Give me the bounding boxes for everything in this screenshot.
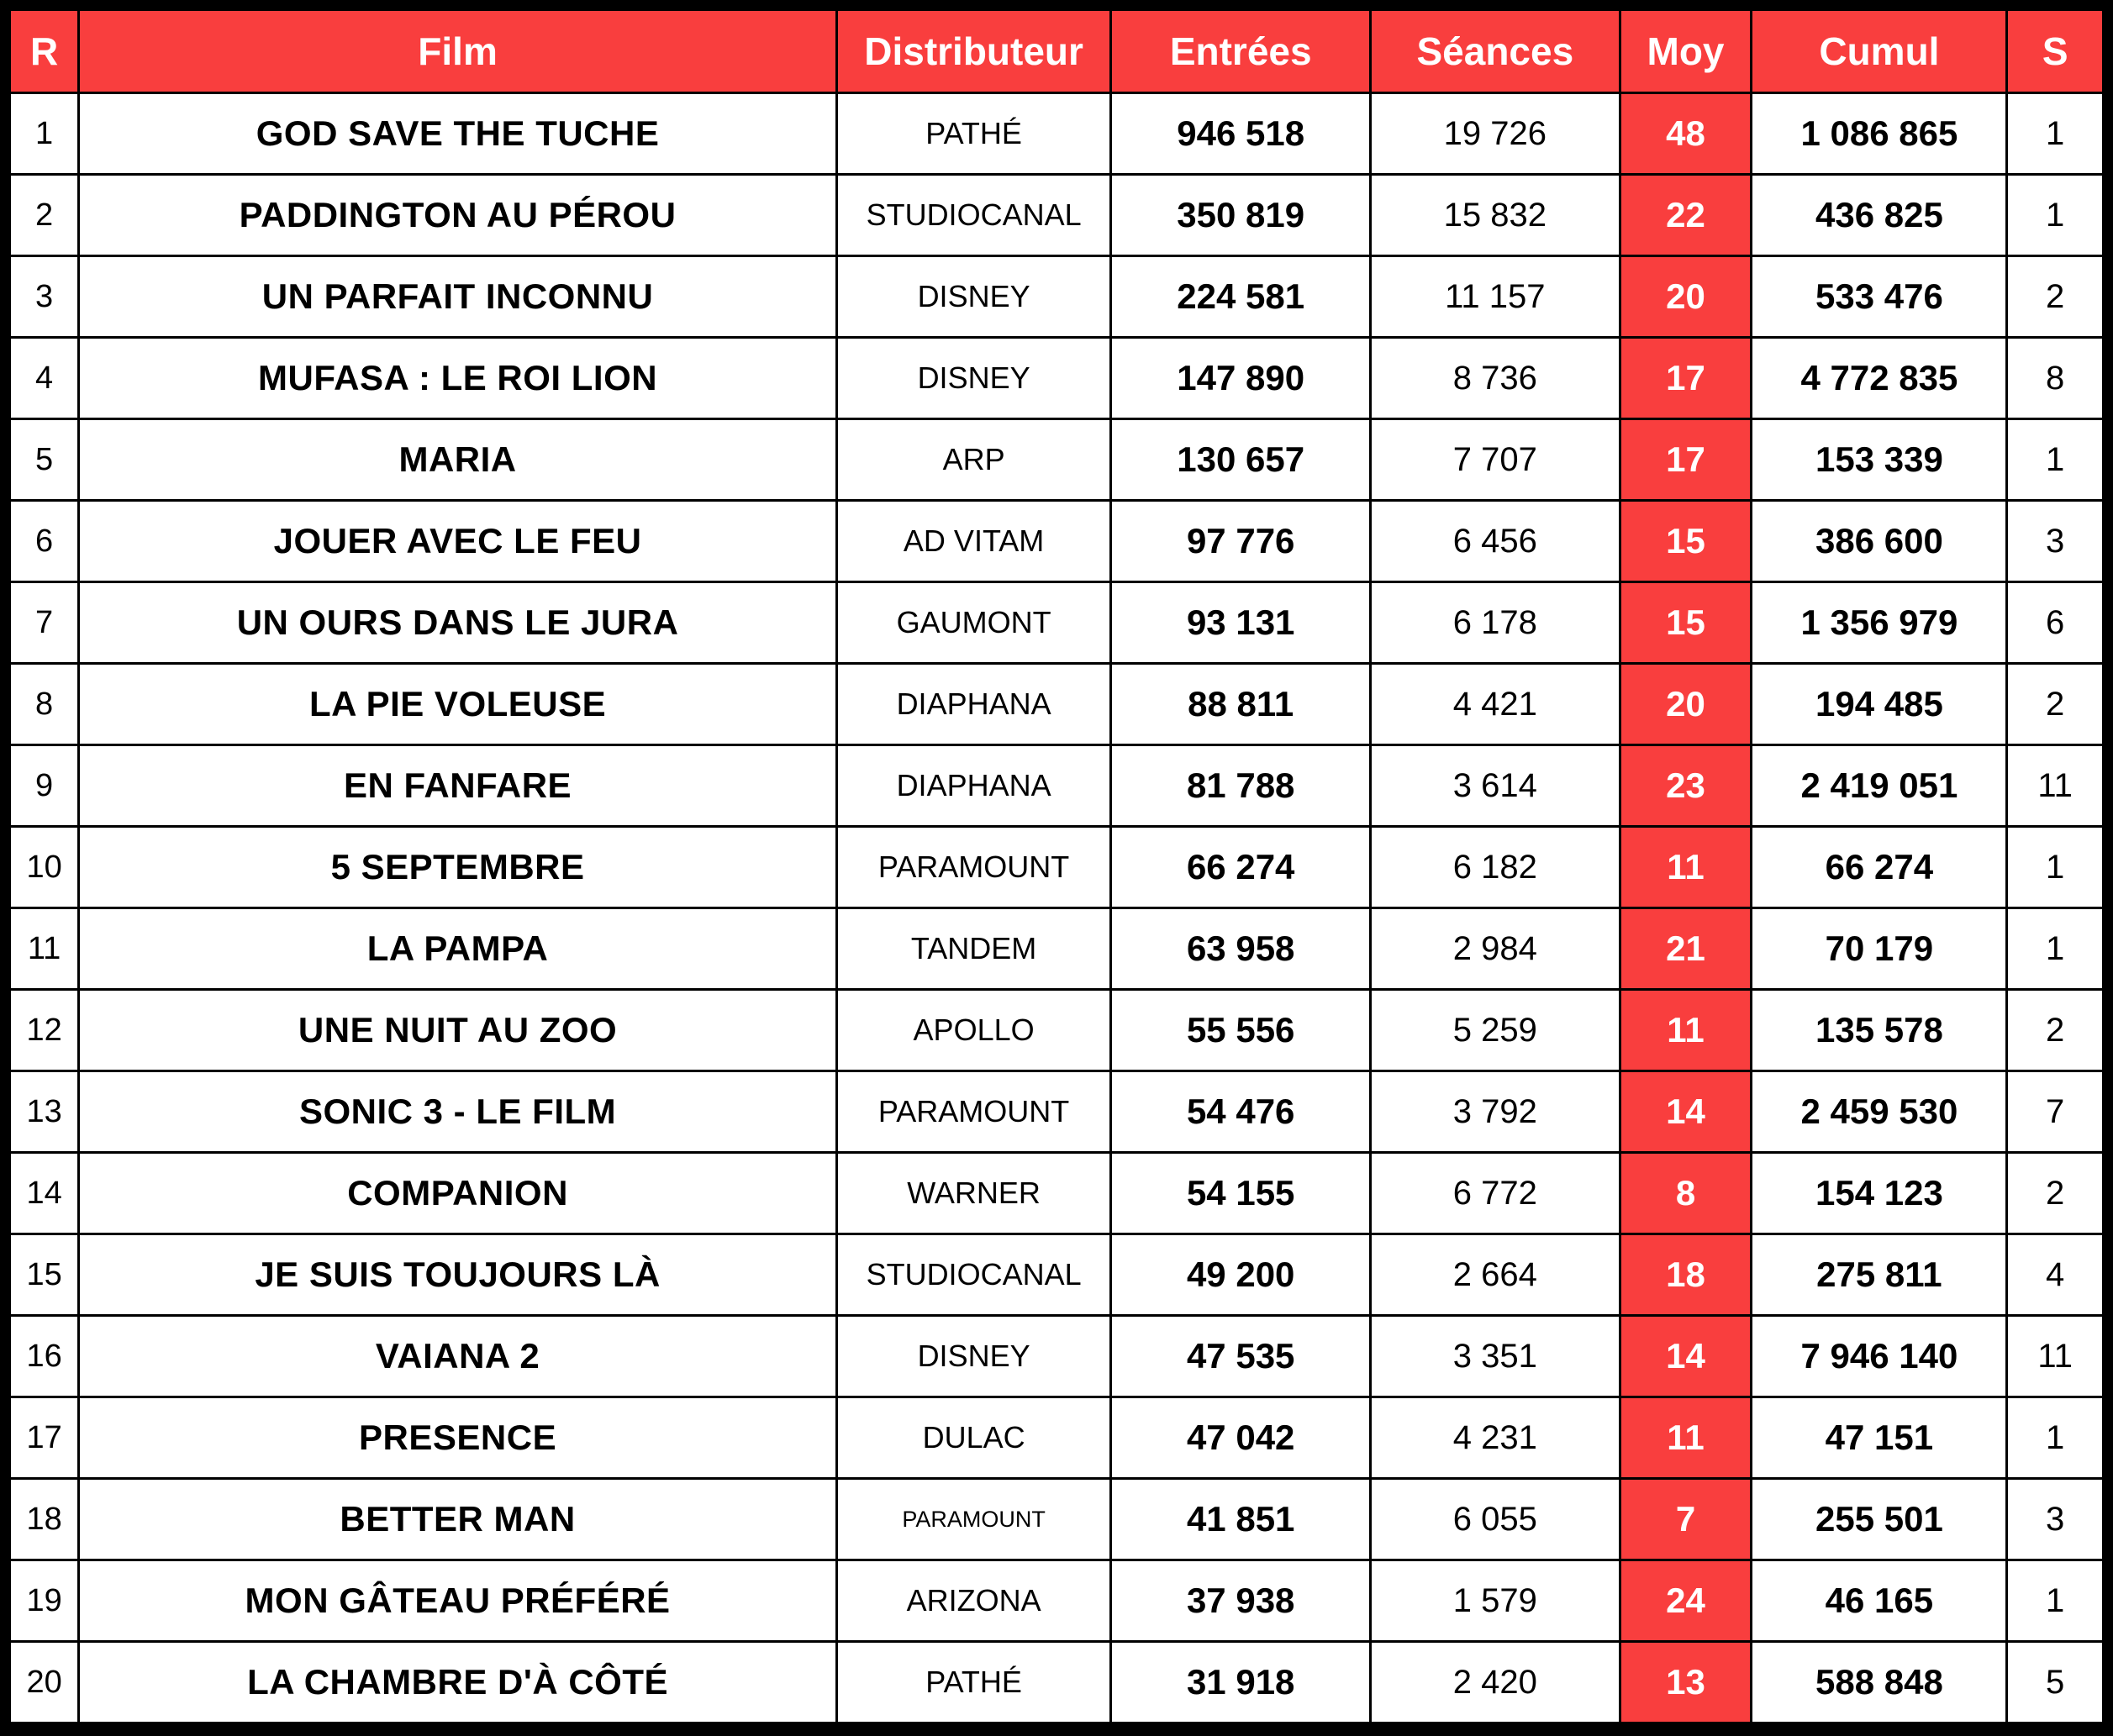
header-weeks: S (2007, 10, 2104, 93)
table-row (10, 1479, 2104, 1560)
weeks-cell: 1 (2007, 93, 2104, 175)
film-cell: MUFASA : LE ROI LION (79, 338, 837, 419)
distributor-cell: APOLLO (836, 990, 1110, 1071)
weeks-cell: 3 (2007, 501, 2104, 582)
cumulative-cell: 1 086 865 (1752, 93, 2007, 175)
average-cell: 20 (1620, 256, 1752, 338)
table-row (10, 93, 2104, 175)
average-cell: 15 (1620, 501, 1752, 582)
cumulative-cell: 7 946 140 (1752, 1316, 2007, 1397)
cumulative-cell: 47 151 (1752, 1397, 2007, 1479)
cumulative-cell: 386 600 (1752, 501, 2007, 582)
distributor-cell: DIAPHANA (836, 664, 1110, 745)
screenings-cell: 8 736 (1371, 338, 1620, 419)
film-cell: VAIANA 2 (79, 1316, 837, 1397)
film-cell: PADDINGTON AU PÉROU (79, 175, 837, 256)
header-average: Moy (1620, 10, 1752, 93)
admissions-cell: 54 155 (1111, 1153, 1371, 1234)
cumulative-cell: 255 501 (1752, 1479, 2007, 1560)
table-row (10, 745, 2104, 827)
screenings-cell: 3 792 (1371, 1071, 1620, 1153)
average-cell: 14 (1620, 1316, 1752, 1397)
rank-cell: 4 (10, 338, 79, 419)
rank-cell: 8 (10, 664, 79, 745)
distributor-cell: DULAC (836, 1397, 1110, 1479)
film-cell: LA CHAMBRE D'À CÔTÉ (79, 1642, 837, 1723)
admissions-cell: 946 518 (1111, 93, 1371, 175)
average-cell: 23 (1620, 745, 1752, 827)
rank-cell: 6 (10, 501, 79, 582)
film-cell: PRESENCE (79, 1397, 837, 1479)
screenings-cell: 2 984 (1371, 908, 1620, 990)
weeks-cell: 3 (2007, 1479, 2104, 1560)
screenings-cell: 3 351 (1371, 1316, 1620, 1397)
distributor-cell: PARAMOUNT (836, 1071, 1110, 1153)
cumulative-cell: 154 123 (1752, 1153, 2007, 1234)
screenings-cell: 15 832 (1371, 175, 1620, 256)
cumulative-cell: 436 825 (1752, 175, 2007, 256)
admissions-cell: 81 788 (1111, 745, 1371, 827)
header-admissions: Entrées (1111, 10, 1371, 93)
weeks-cell: 8 (2007, 338, 2104, 419)
weeks-cell: 2 (2007, 1153, 2104, 1234)
rank-cell: 1 (10, 93, 79, 175)
film-cell: UN OURS DANS LE JURA (79, 582, 837, 664)
film-cell: UN PARFAIT INCONNU (79, 256, 837, 338)
average-cell: 48 (1620, 93, 1752, 175)
distributor-cell: STUDIOCANAL (836, 175, 1110, 256)
distributor-cell: PARAMOUNT (836, 1479, 1110, 1560)
rank-cell: 13 (10, 1071, 79, 1153)
cumulative-cell: 66 274 (1752, 827, 2007, 908)
header-film: Film (79, 10, 837, 93)
table-row (10, 256, 2104, 338)
rank-cell: 18 (10, 1479, 79, 1560)
table-row (10, 1560, 2104, 1642)
box-office-table (8, 8, 2105, 1724)
weeks-cell: 7 (2007, 1071, 2104, 1153)
distributor-cell: DISNEY (836, 256, 1110, 338)
screenings-cell: 2 420 (1371, 1642, 1620, 1723)
screenings-cell: 5 259 (1371, 990, 1620, 1071)
cumulative-cell: 588 848 (1752, 1642, 2007, 1723)
distributor-cell: WARNER (836, 1153, 1110, 1234)
distributor-cell: PATHÉ (836, 1642, 1110, 1723)
table-row (10, 908, 2104, 990)
film-cell: BETTER MAN (79, 1479, 837, 1560)
film-cell: JE SUIS TOUJOURS LÀ (79, 1234, 837, 1316)
admissions-cell: 63 958 (1111, 908, 1371, 990)
table-row (10, 419, 2104, 501)
film-cell: SONIC 3 - LE FILM (79, 1071, 837, 1153)
weeks-cell: 1 (2007, 419, 2104, 501)
table-row (10, 501, 2104, 582)
cumulative-cell: 4 772 835 (1752, 338, 2007, 419)
table-row (10, 175, 2104, 256)
distributor-cell: DISNEY (836, 1316, 1110, 1397)
table-row (10, 1316, 2104, 1397)
distributor-cell: ARIZONA (836, 1560, 1110, 1642)
admissions-cell: 88 811 (1111, 664, 1371, 745)
admissions-cell: 31 918 (1111, 1642, 1371, 1723)
weeks-cell: 1 (2007, 827, 2104, 908)
cumulative-cell: 275 811 (1752, 1234, 2007, 1316)
rank-cell: 14 (10, 1153, 79, 1234)
admissions-cell: 47 535 (1111, 1316, 1371, 1397)
rank-cell: 5 (10, 419, 79, 501)
average-cell: 15 (1620, 582, 1752, 664)
film-cell: LA PAMPA (79, 908, 837, 990)
film-cell: MON GÂTEAU PRÉFÉRÉ (79, 1560, 837, 1642)
weeks-cell: 6 (2007, 582, 2104, 664)
weeks-cell: 1 (2007, 1560, 2104, 1642)
table-row (10, 582, 2104, 664)
table-row (10, 990, 2104, 1071)
screenings-cell: 2 664 (1371, 1234, 1620, 1316)
average-cell: 7 (1620, 1479, 1752, 1560)
film-cell: MARIA (79, 419, 837, 501)
table-row (10, 338, 2104, 419)
average-cell: 21 (1620, 908, 1752, 990)
admissions-cell: 55 556 (1111, 990, 1371, 1071)
table-row (10, 1234, 2104, 1316)
cumulative-cell: 533 476 (1752, 256, 2007, 338)
header-screenings: Séances (1371, 10, 1620, 93)
weeks-cell: 11 (2007, 745, 2104, 827)
screenings-cell: 6 055 (1371, 1479, 1620, 1560)
table-row (10, 827, 2104, 908)
admissions-cell: 47 042 (1111, 1397, 1371, 1479)
rank-cell: 12 (10, 990, 79, 1071)
cumulative-cell: 135 578 (1752, 990, 2007, 1071)
average-cell: 13 (1620, 1642, 1752, 1723)
cumulative-cell: 70 179 (1752, 908, 2007, 990)
distributor-cell: PARAMOUNT (836, 827, 1110, 908)
admissions-cell: 97 776 (1111, 501, 1371, 582)
admissions-cell: 54 476 (1111, 1071, 1371, 1153)
header-row (10, 10, 2104, 93)
admissions-cell: 130 657 (1111, 419, 1371, 501)
screenings-cell: 6 182 (1371, 827, 1620, 908)
average-cell: 22 (1620, 175, 1752, 256)
header-rank: R (10, 10, 79, 93)
rank-cell: 3 (10, 256, 79, 338)
distributor-cell: ARP (836, 419, 1110, 501)
weeks-cell: 4 (2007, 1234, 2104, 1316)
rank-cell: 9 (10, 745, 79, 827)
distributor-cell: AD VITAM (836, 501, 1110, 582)
table-row (10, 664, 2104, 745)
distributor-cell: PATHÉ (836, 93, 1110, 175)
film-cell: LA PIE VOLEUSE (79, 664, 837, 745)
distributor-cell: STUDIOCANAL (836, 1234, 1110, 1316)
rank-cell: 10 (10, 827, 79, 908)
admissions-cell: 350 819 (1111, 175, 1371, 256)
cumulative-cell: 1 356 979 (1752, 582, 2007, 664)
weeks-cell: 1 (2007, 1397, 2104, 1479)
weeks-cell: 1 (2007, 175, 2104, 256)
weeks-cell: 2 (2007, 664, 2104, 745)
weeks-cell: 2 (2007, 990, 2104, 1071)
average-cell: 24 (1620, 1560, 1752, 1642)
admissions-cell: 37 938 (1111, 1560, 1371, 1642)
table-row (10, 1642, 2104, 1723)
weeks-cell: 11 (2007, 1316, 2104, 1397)
screenings-cell: 3 614 (1371, 745, 1620, 827)
header-distributor: Distributeur (836, 10, 1110, 93)
weeks-cell: 1 (2007, 908, 2104, 990)
cumulative-cell: 2 459 530 (1752, 1071, 2007, 1153)
distributor-cell: DISNEY (836, 338, 1110, 419)
screenings-cell: 7 707 (1371, 419, 1620, 501)
rank-cell: 20 (10, 1642, 79, 1723)
average-cell: 20 (1620, 664, 1752, 745)
rank-cell: 15 (10, 1234, 79, 1316)
table-row (10, 1071, 2104, 1153)
cumulative-cell: 46 165 (1752, 1560, 2007, 1642)
film-cell: EN FANFARE (79, 745, 837, 827)
average-cell: 14 (1620, 1071, 1752, 1153)
cumulative-cell: 153 339 (1752, 419, 2007, 501)
table-row (10, 1153, 2104, 1234)
rank-cell: 16 (10, 1316, 79, 1397)
weeks-cell: 2 (2007, 256, 2104, 338)
average-cell: 8 (1620, 1153, 1752, 1234)
screenings-cell: 19 726 (1371, 93, 1620, 175)
admissions-cell: 224 581 (1111, 256, 1371, 338)
screenings-cell: 6 772 (1371, 1153, 1620, 1234)
screenings-cell: 4 421 (1371, 664, 1620, 745)
screenings-cell: 6 456 (1371, 501, 1620, 582)
average-cell: 17 (1620, 338, 1752, 419)
rank-cell: 11 (10, 908, 79, 990)
rank-cell: 2 (10, 175, 79, 256)
cumulative-cell: 2 419 051 (1752, 745, 2007, 827)
film-cell: GOD SAVE THE TUCHE (79, 93, 837, 175)
admissions-cell: 93 131 (1111, 582, 1371, 664)
average-cell: 11 (1620, 1397, 1752, 1479)
average-cell: 17 (1620, 419, 1752, 501)
cumulative-cell: 194 485 (1752, 664, 2007, 745)
admissions-cell: 147 890 (1111, 338, 1371, 419)
film-cell: COMPANION (79, 1153, 837, 1234)
distributor-cell: TANDEM (836, 908, 1110, 990)
screenings-cell: 4 231 (1371, 1397, 1620, 1479)
admissions-cell: 41 851 (1111, 1479, 1371, 1560)
rank-cell: 19 (10, 1560, 79, 1642)
distributor-cell: GAUMONT (836, 582, 1110, 664)
table-row (10, 1397, 2104, 1479)
header-cumulative: Cumul (1752, 10, 2007, 93)
average-cell: 18 (1620, 1234, 1752, 1316)
screenings-cell: 1 579 (1371, 1560, 1620, 1642)
screenings-cell: 6 178 (1371, 582, 1620, 664)
screenings-cell: 11 157 (1371, 256, 1620, 338)
average-cell: 11 (1620, 990, 1752, 1071)
weeks-cell: 5 (2007, 1642, 2104, 1723)
distributor-cell: DIAPHANA (836, 745, 1110, 827)
rank-cell: 17 (10, 1397, 79, 1479)
film-cell: JOUER AVEC LE FEU (79, 501, 837, 582)
admissions-cell: 49 200 (1111, 1234, 1371, 1316)
average-cell: 11 (1620, 827, 1752, 908)
table-body (10, 93, 2104, 1723)
rank-cell: 7 (10, 582, 79, 664)
admissions-cell: 66 274 (1111, 827, 1371, 908)
film-cell: UNE NUIT AU ZOO (79, 990, 837, 1071)
film-cell: 5 SEPTEMBRE (79, 827, 837, 908)
